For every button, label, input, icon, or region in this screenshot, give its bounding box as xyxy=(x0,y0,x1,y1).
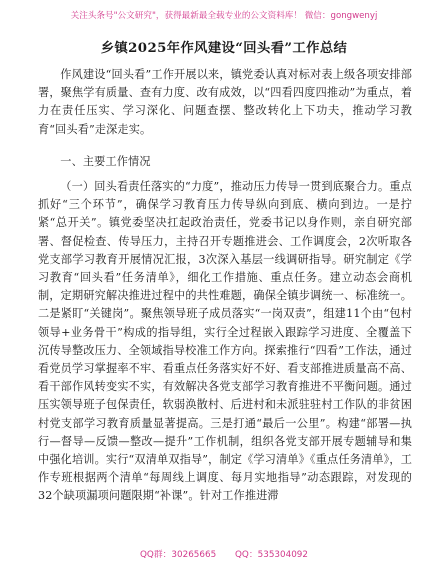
qq-group-text: QQ群：30265665 xyxy=(139,550,217,560)
contact-footer xyxy=(0,547,448,560)
section-paragraph: （一）回头看责任落实的“力度”，推动压力传导一贯到底聚合力。重点抓好“三个环节”，确保学习教育压力传导纵向到底、横向到边。一是拧紧“总开关”。镇党委坚决扛起政治责任，党委书记以身作则，亲自研究部署、督促检查、传导压力，主持召开专题推进会、工作调度会，2次听取各党支部学习教育开展情况汇报，3次深入基层一线调研指导。研究制定《学习教育“回头看”任务清单》，细化工作措施、重点任务。建立动态会商机制，定期研究解决推进过程中的共性难题，确保全镇步调统一、标准统一。二是紧盯“关键岗”。聚焦领导班子成员落实“一岗双责”，组建11个由“包村领导+业务骨干”构成的指导组，实行全过程嵌入跟踪学习进度、全覆盖下沉传导整改压力、全领域指导校准工作方向。探索推行“四看”工作法，通过看党员学习掌握率不牢、看重点任务落实好不好、看支部推进质量高不高、看干部作风转变实不实，有效解决各党支部学习教育推进不平衡问题。通过压实领导班子包保责任，软弱涣散村、后进村和未派驻驻村工作队的非贫困村党支部学习教育质量显著提高。三是打通“最后一公里”。构建“部署—执行—督导—反馈—整改—提升”工作机制，组织各党支部开展专题辅导和集中强化培训。实行“双清单双指导”，制定《学习清单》《重点任务清单》，工作专班根据两个清单“每周线上调度、每月实地指导”动态跟踪，对发现的32个缺项漏项问题限期“补课”。针对工作推进滞 xyxy=(38,180,412,503)
intro-paragraph: 作风建设“回头看”工作开展以来，镇党委认真对标对表上级各项安排部署，聚焦学有质量、查有力度、改有成效，以“四看四度四推动”为重点，着力在责任压实、学习深化、问题查摆、整改转化上下功夫，推动学习教育“回头看”走深走实。 xyxy=(38,68,412,136)
document-body xyxy=(38,66,412,506)
section-heading: 一、主要工作情况 xyxy=(60,154,151,168)
page-title: 乡镇2025年作风建设“回头看”工作总结 xyxy=(100,41,348,56)
qq-text: QQ：535304092 xyxy=(234,550,309,560)
promo-banner: 关注头条号"公文研究"，获得最新最全载专业的公文资料库！ 微信：gongwenyj xyxy=(70,11,378,21)
